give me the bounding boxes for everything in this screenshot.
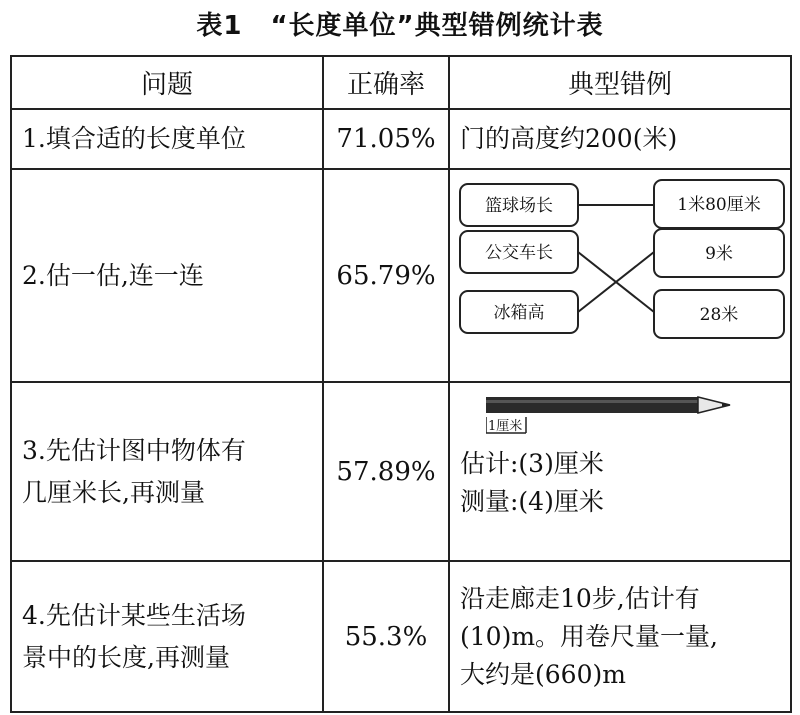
- right-item-28m: 28米: [699, 305, 739, 325]
- table-header-row: [11, 56, 791, 109]
- left-item-fridge: 冰箱高: [493, 303, 545, 323]
- estimate-text: [460, 445, 604, 521]
- example-cell: [449, 561, 791, 712]
- table-row: [11, 561, 791, 712]
- problem-line: 3.先估计图中物体有: [22, 435, 246, 465]
- table-row: [11, 109, 791, 169]
- rate-cell: 71.05%: [323, 109, 449, 169]
- right-item-9m: 9米: [705, 244, 733, 264]
- estimate-line: 估计:(3)厘米: [460, 449, 604, 478]
- table-caption: “长度单位”典型错例统计表: [270, 11, 604, 41]
- header-rate: 正确率: [323, 56, 449, 109]
- problem-line: 几厘米长,再测量: [22, 477, 205, 507]
- example-cell: [449, 169, 791, 382]
- rate-cell: 65.79%: [323, 169, 449, 382]
- example-cell: 门的高度约200(米): [449, 109, 791, 169]
- header-example: 典型错例: [449, 56, 791, 109]
- example-line: 大约是(660)m: [460, 659, 626, 689]
- rate-cell: 57.89%: [323, 382, 449, 561]
- table-number: 表1: [196, 11, 243, 41]
- example-line: (10)m。用卷尺量一量,: [460, 621, 718, 651]
- rate-cell: 55.3%: [323, 561, 449, 712]
- error-statistics-table: [10, 55, 792, 713]
- example-line: 沿走廊走10步,估计有: [460, 583, 700, 613]
- problem-cell: 1.填合适的长度单位: [11, 109, 323, 169]
- problem-cell: [11, 382, 323, 561]
- matching-diagram: [450, 170, 792, 381]
- problem-cell: [11, 561, 323, 712]
- table-title: [0, 4, 800, 48]
- problem-cell: 2.估一估,连一连: [11, 169, 323, 382]
- left-item-basketball-court: 篮球场长: [485, 196, 553, 216]
- problem-line: 景中的长度,再测量: [22, 642, 230, 672]
- example-cell: [449, 382, 791, 561]
- table-row: [11, 169, 791, 382]
- table-row: [11, 382, 791, 561]
- pencil-illustration: [486, 393, 736, 435]
- pencil-body: [486, 397, 698, 413]
- header-problem: 问题: [11, 56, 323, 109]
- ruler-label: 1厘米: [488, 419, 523, 434]
- measure-line: 测量:(4)厘米: [460, 487, 604, 516]
- left-item-bus: 公交车长: [485, 243, 553, 263]
- problem-line: 4.先估计某些生活场: [22, 600, 246, 630]
- right-item-1m80cm: 1米80厘米: [677, 195, 761, 215]
